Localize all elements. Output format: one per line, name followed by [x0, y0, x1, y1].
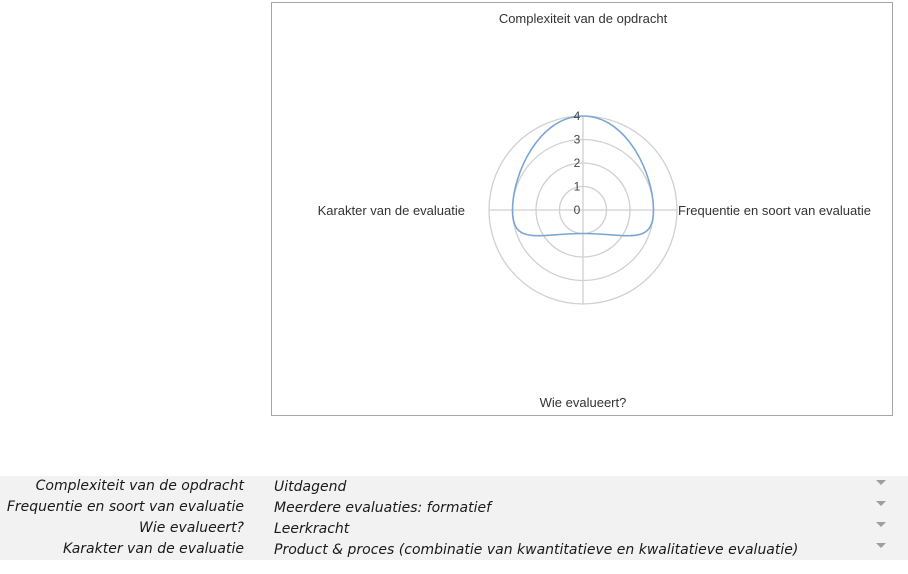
- axis-label-right: Frequentie en soort van evaluatie: [678, 203, 871, 218]
- table-row: [0, 518, 908, 539]
- settings-table: [0, 476, 908, 560]
- table-row: [0, 497, 908, 518]
- row-value[interactable]: Leerkracht: [274, 521, 350, 537]
- dropdown-arrow-icon[interactable]: [876, 480, 886, 485]
- row-label: Karakter van de evaluatie: [63, 541, 244, 557]
- tick-label: 3: [573, 132, 581, 147]
- row-value[interactable]: Uitdagend: [274, 479, 347, 495]
- tick-label: 2: [573, 156, 581, 170]
- row-label: Frequentie en soort van evaluatie: [6, 499, 244, 515]
- row-value[interactable]: Meerdere evaluaties: formatief: [274, 500, 492, 516]
- dropdown-arrow-icon[interactable]: [876, 501, 886, 506]
- dropdown-arrow-icon[interactable]: [876, 522, 886, 527]
- row-label: Wie evalueert?: [139, 520, 244, 536]
- radar-chart-svg: [272, 3, 894, 417]
- table-row: [0, 476, 908, 497]
- axis-label-left: Karakter van de evaluatie: [317, 203, 465, 218]
- tick-label: 0: [573, 203, 581, 217]
- dropdown-arrow-icon[interactable]: [876, 543, 886, 548]
- tick-label: 1: [573, 179, 581, 194]
- radar-chart: [271, 2, 893, 416]
- tick-label: 4: [573, 109, 581, 123]
- table-row: [0, 539, 908, 560]
- row-label: Complexiteit van de opdracht: [35, 478, 244, 494]
- row-value[interactable]: Product & proces (combinatie van kwantitatieve en kwalitatieve evaluatie): [274, 542, 799, 558]
- axis-label-bottom: Wie evalueert?: [539, 395, 627, 410]
- axis-label-top: Complexiteit van de opdracht: [498, 11, 668, 26]
